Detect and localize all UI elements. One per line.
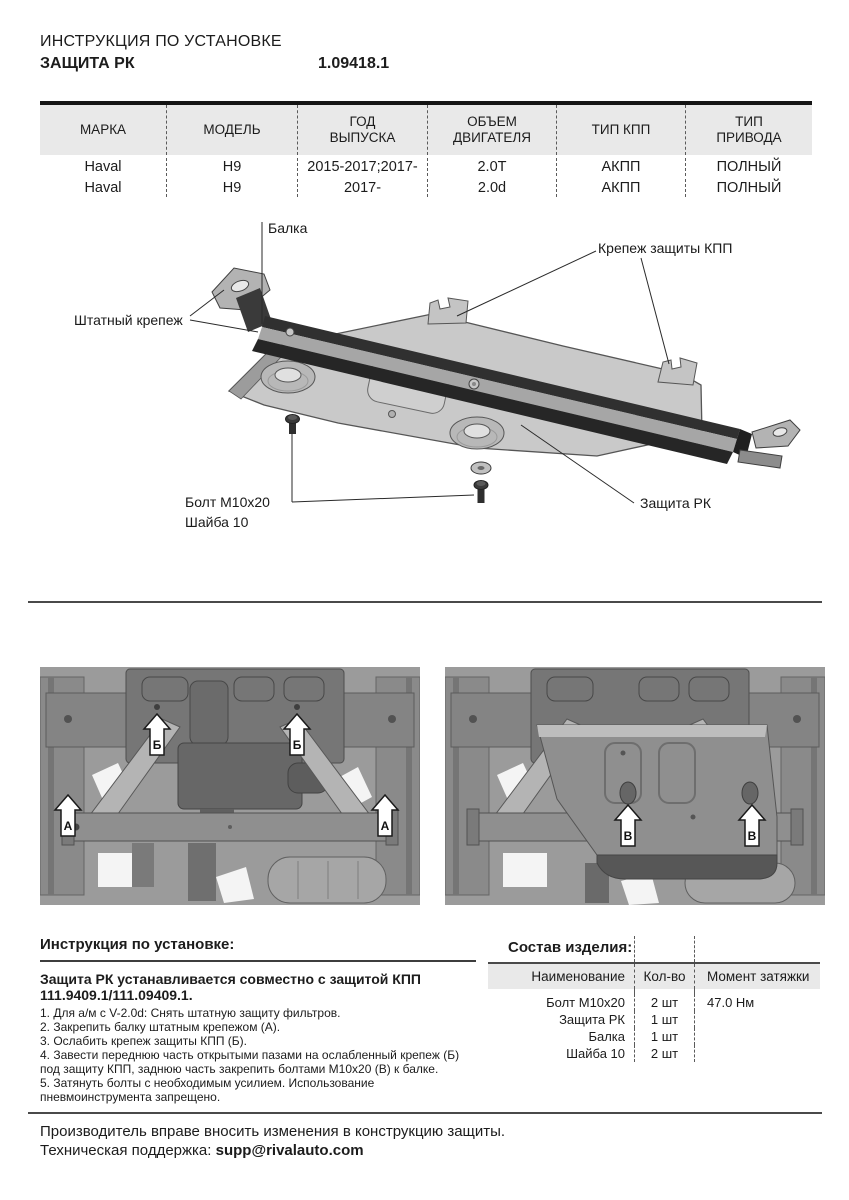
part-name: Шайба 10 — [566, 1046, 625, 1061]
fitment-header-engine: ОБЪЕМ ДВИГАТЕЛЯ — [428, 105, 557, 155]
part-qty: 1 шт — [634, 1011, 694, 1028]
fitment-cell: ПОЛНЫЙ — [716, 180, 782, 196]
fitment-cell: АКПП — [557, 158, 686, 176]
parts-header-row — [488, 962, 820, 989]
fitment-header-gearbox: ТИП КПП — [557, 105, 686, 155]
fitment-row — [40, 158, 812, 176]
fitment-header-model: МОДЕЛЬ — [167, 105, 298, 155]
fitment-header-year: ГОД ВЫПУСКА — [298, 105, 428, 155]
instruction-step: 1. Для а/м с V-2.0d: Снять штатную защиту фильтров. — [40, 1006, 341, 1020]
label-kpp-mount: Крепеж защиты КПП — [598, 240, 733, 256]
install-instructions — [40, 936, 476, 1104]
part-qty: 2 шт — [634, 994, 694, 1011]
parts-title-spacer — [634, 936, 694, 962]
fitment-cell: АКПП — [557, 179, 686, 197]
part-name: Защита РК — [559, 1012, 625, 1027]
washer-icon — [471, 462, 491, 474]
svg-text:В: В — [623, 829, 633, 843]
instruction-step: 5. Затянуть болты с необходимым усилием. Использование пневмоинструмента запрещено. — [40, 1076, 375, 1104]
svg-text:Б: Б — [152, 738, 162, 752]
parts-header-torque: Момент затяжки — [694, 964, 820, 989]
fitment-cell: H9 — [167, 158, 298, 176]
parts-title: Состав изделия: — [508, 939, 633, 956]
fitment-row — [40, 179, 812, 197]
svg-text:Б: Б — [292, 738, 302, 752]
label-washer: Шайба 10 — [185, 514, 249, 530]
parts-row — [488, 994, 820, 1011]
instructions-intro — [40, 971, 476, 1003]
footer-note: Производитель вправе вносить изменения в конструкцию защиты. — [40, 1123, 506, 1140]
svg-text:В: В — [747, 829, 757, 843]
part-name: Балка — [588, 1029, 625, 1044]
part-number: 1.09418.1 — [318, 55, 390, 72]
section-divider — [28, 601, 822, 603]
footer-support — [40, 1141, 505, 1160]
instruction-steps — [40, 1006, 476, 1104]
parts-title-row — [488, 936, 820, 962]
instruction-step: 4. Завести переднюю часть открытыми пазами на ослабленный крепеж (Б) под защиту КПП, заднюю часть закрепить болтами М10х20 (В) к балке. — [40, 1048, 460, 1076]
footer — [40, 1122, 505, 1160]
fitment-cell: Haval — [40, 158, 167, 176]
fitment-cell: Haval — [40, 179, 167, 197]
svg-text:А: А — [63, 819, 73, 833]
label-beam: Балка — [268, 220, 308, 236]
fitment-cell: 2.0T — [428, 158, 557, 176]
doc-header — [40, 55, 812, 75]
fitment-cell: 2015-2017;2017- — [298, 158, 428, 176]
parts-row — [488, 1045, 820, 1062]
svg-text:А: А — [380, 819, 390, 833]
photo-guard-installed — [445, 667, 825, 905]
parts-row — [488, 1028, 820, 1045]
parts-list — [488, 936, 820, 1062]
part-torque — [694, 1011, 820, 1028]
parts-title-spacer — [694, 936, 820, 962]
photo-beam-installed — [40, 667, 420, 905]
fitment-cell: 2017- — [298, 179, 428, 197]
support-label: Техническая поддержка: — [40, 1142, 216, 1159]
intro-line: 111.9409.1/111.09409.1. — [40, 987, 193, 1003]
part-qty: 2 шт — [634, 1045, 694, 1062]
product-title: ЗАЩИТА РК — [40, 55, 135, 72]
instructions-title: Инструкция по установке: — [40, 936, 476, 962]
part-torque — [694, 1045, 820, 1062]
doc-type-title: ИНСТРУКЦИЯ ПО УСТАНОВКЕ — [40, 33, 282, 50]
bolt-icon — [474, 481, 488, 504]
section-divider — [28, 1112, 822, 1114]
fitment-cell: ПОЛНЫЙ — [716, 159, 782, 175]
parts-header-qty: Кол-во — [634, 964, 694, 989]
parts-header-name: Наименование — [488, 964, 634, 989]
label-stock-mount: Штатный крепеж — [74, 312, 183, 328]
fitment-header-marka: МАРКА — [40, 105, 167, 155]
part-qty: 1 шт — [634, 1028, 694, 1045]
bolt-icon — [286, 415, 300, 435]
fitment-cell: 2.0d — [428, 179, 557, 197]
part-torque — [694, 1028, 820, 1045]
intro-line: Защита РК устанавливается совместно с защитой КПП — [40, 971, 421, 987]
instruction-step: 3. Ослабить крепеж защиты КПП (Б). — [40, 1034, 247, 1048]
label-guard: Защита РК — [640, 495, 712, 511]
label-bolt: Болт М10х20 — [185, 494, 270, 510]
fitment-header-row — [40, 105, 812, 155]
instruction-step: 2. Закрепить балку штатным крепежом (А). — [40, 1020, 281, 1034]
fitment-header-drive: ТИП ПРИВОДА — [686, 105, 812, 155]
fitment-table — [40, 101, 812, 201]
fitment-cell: H9 — [167, 179, 298, 197]
exploded-view-diagram — [40, 206, 810, 598]
part-torque: 47.0 Нм — [694, 994, 820, 1011]
part-name: Болт М10х20 — [546, 995, 625, 1010]
support-email: supp@rivalauto.com — [215, 1142, 364, 1159]
parts-row — [488, 1011, 820, 1028]
